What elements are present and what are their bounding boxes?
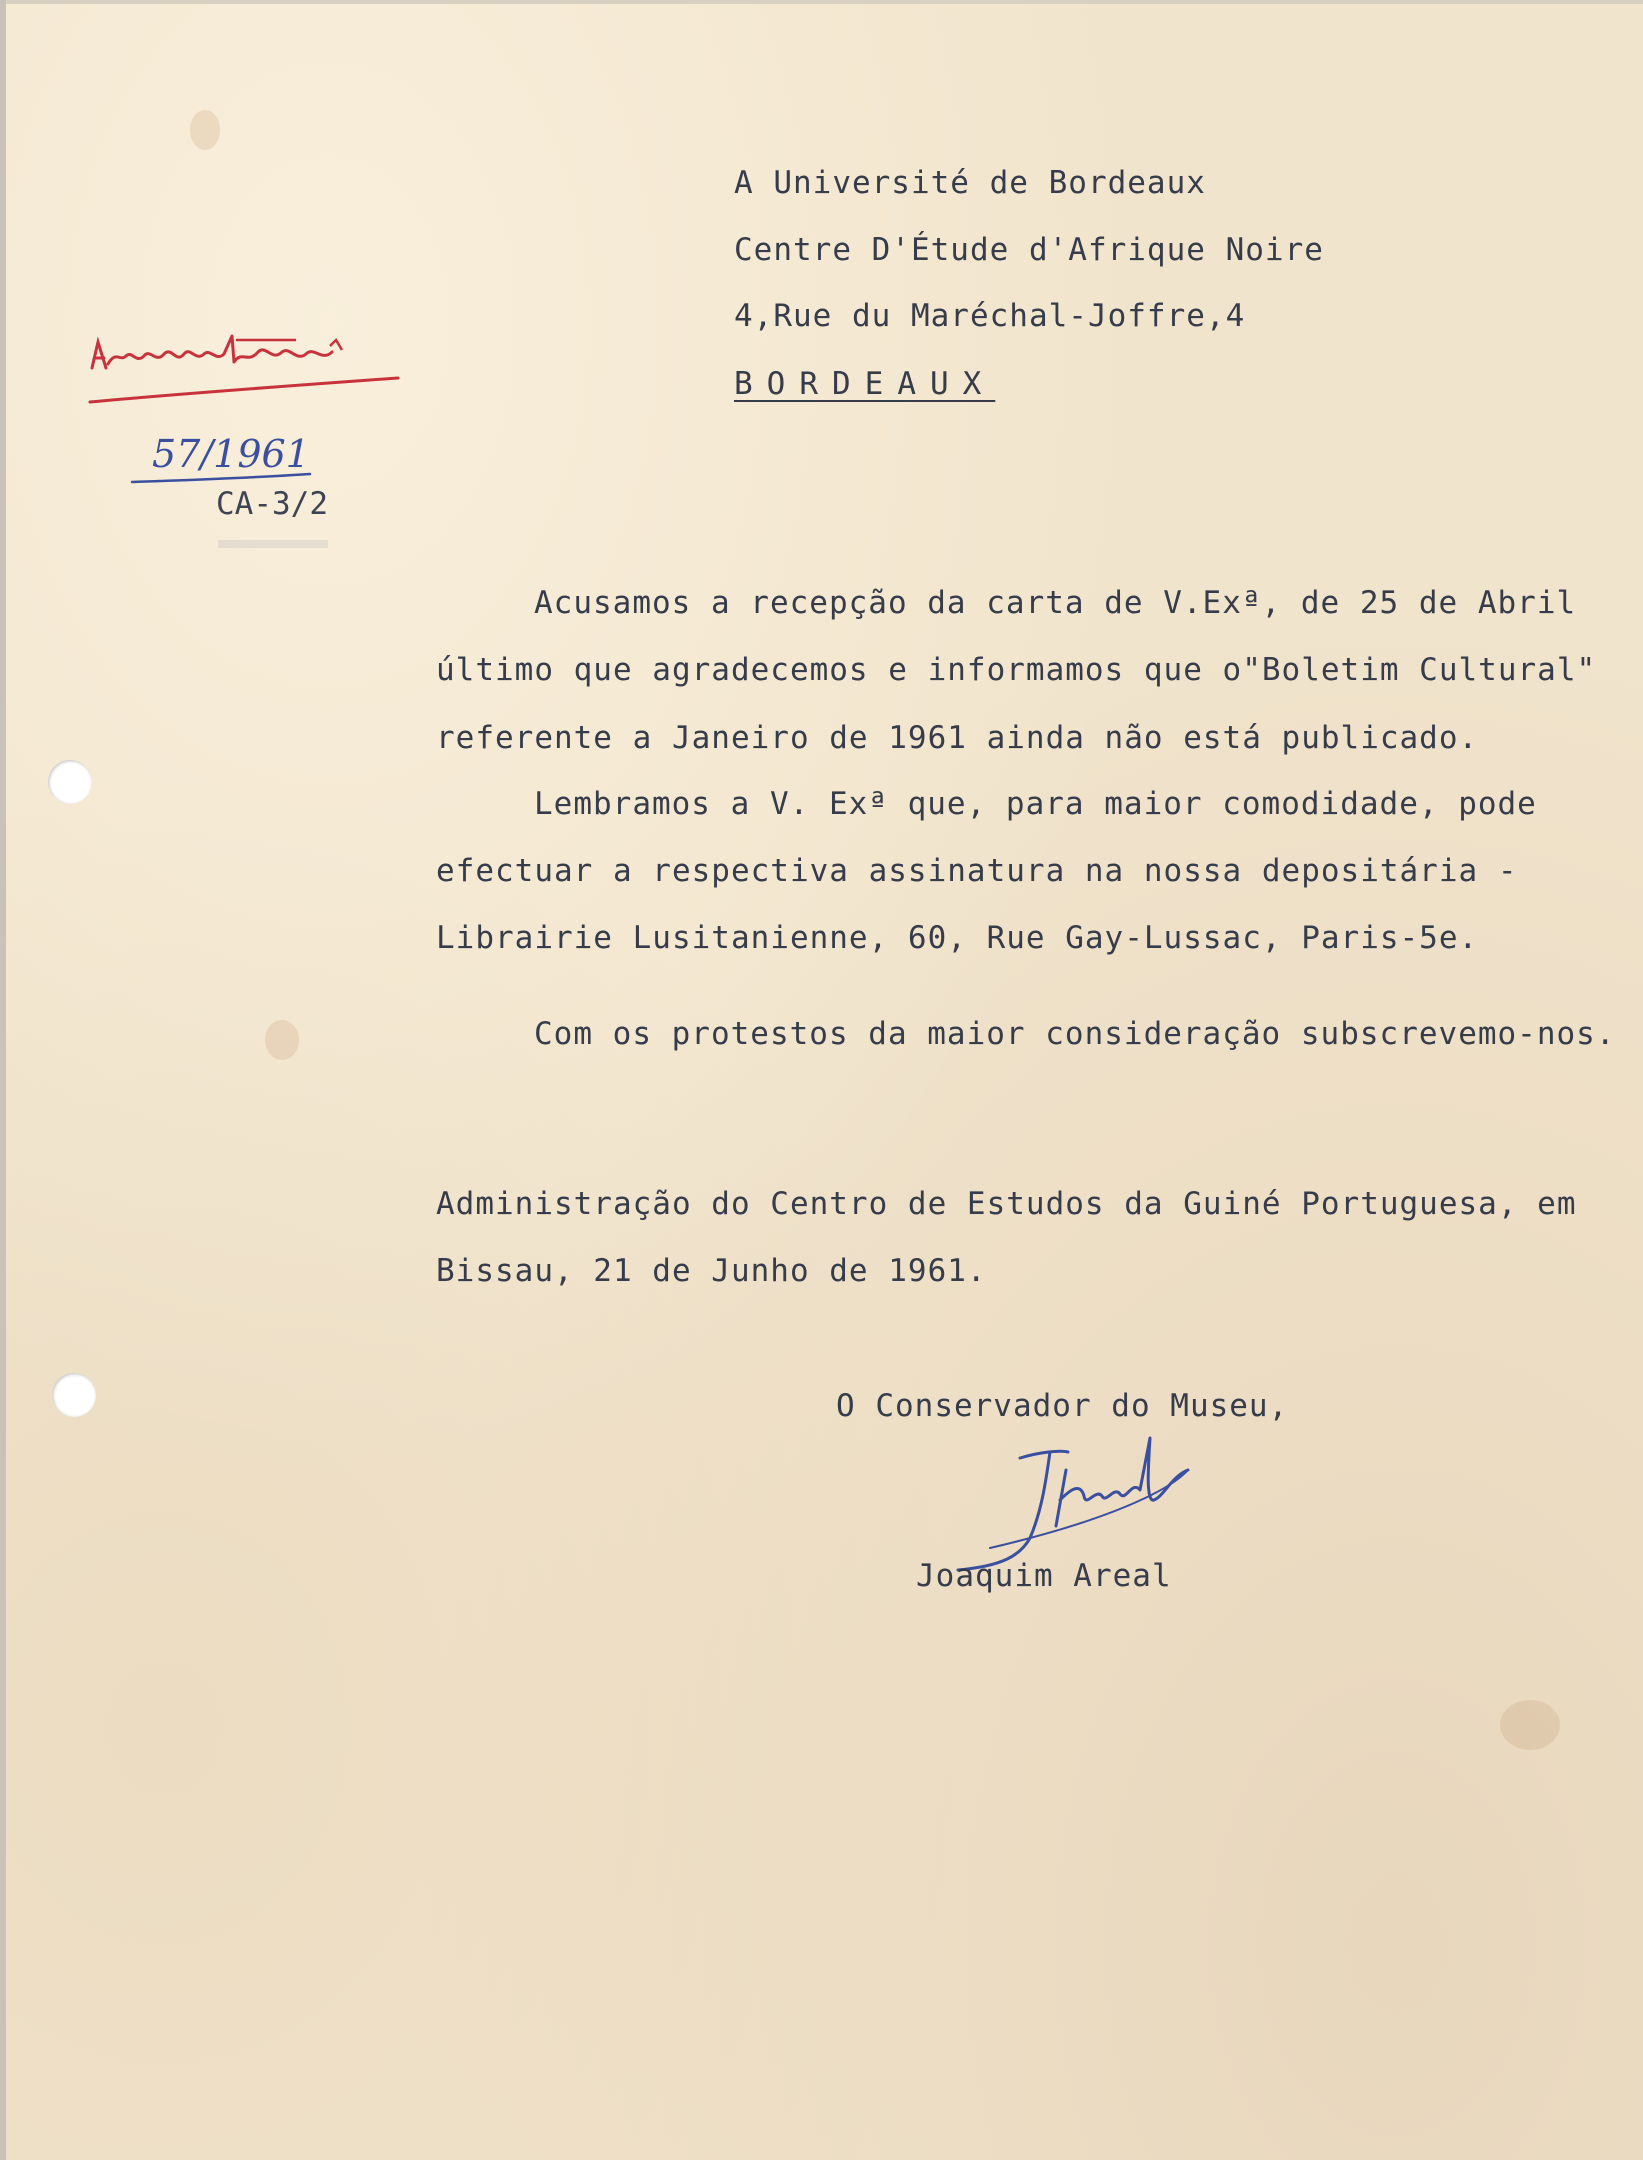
- place-date-line-2: Bissau, 21 de Junho de 1961.: [436, 1253, 987, 1289]
- body-paragraph-2-line-3: Librairie Lusitanienne, 60, Rue Gay-Lussac, Paris-5e.: [436, 920, 1479, 956]
- handwritten-number-underline: [130, 430, 320, 490]
- paper-stain: [1500, 1700, 1560, 1750]
- body-paragraph-1-line-3: referente a Janeiro de 1961 ainda não está publicado.: [436, 720, 1479, 756]
- body-paragraph-1-line-2: último que agradecemos e informamos que o"Boletim Cultural": [436, 652, 1597, 688]
- signatory-name: Joaquim Areal: [916, 1558, 1172, 1594]
- body-paragraph-1-line-1: Acusamos a recepção da carta de V.Exª, de 25 de Abril: [534, 585, 1577, 621]
- recipient-line-2: Centre D'Étude d'Afrique Noire: [734, 232, 1324, 268]
- paper-stain: [265, 1020, 299, 1060]
- paper-stain: [190, 110, 220, 150]
- punch-hole-bottom: [52, 1373, 96, 1417]
- signatory-title: O Conservador do Museu,: [836, 1388, 1289, 1424]
- paper-left-edge: [0, 0, 6, 2160]
- closing-formula: Com os protestos da maior consideração subscrevemo-nos.: [534, 1016, 1616, 1052]
- handwritten-office-annotation: [86, 320, 406, 410]
- recipient-line-1: A Université de Bordeaux: [734, 165, 1206, 201]
- reference-code: CA-3/2: [216, 486, 328, 522]
- body-paragraph-2-line-2: efectuar a respectiva assinatura na nossa depositária -: [436, 853, 1518, 889]
- recipient-city: BORDEAUX: [734, 366, 996, 402]
- recipient-line-3: 4,Rue du Maréchal-Joffre,4: [734, 298, 1246, 334]
- paper-top-edge: [0, 0, 1643, 4]
- faint-stamp-mark: [218, 540, 328, 548]
- handwritten-number-text: 57/1961: [152, 432, 310, 476]
- body-paragraph-2-line-1: Lembramos a V. Exª que, para maior comodidade, pode: [534, 786, 1537, 822]
- punch-hole-top: [48, 760, 92, 804]
- place-date-line-1: Administração do Centro de Estudos da Guiné Portuguesa, em: [436, 1186, 1577, 1222]
